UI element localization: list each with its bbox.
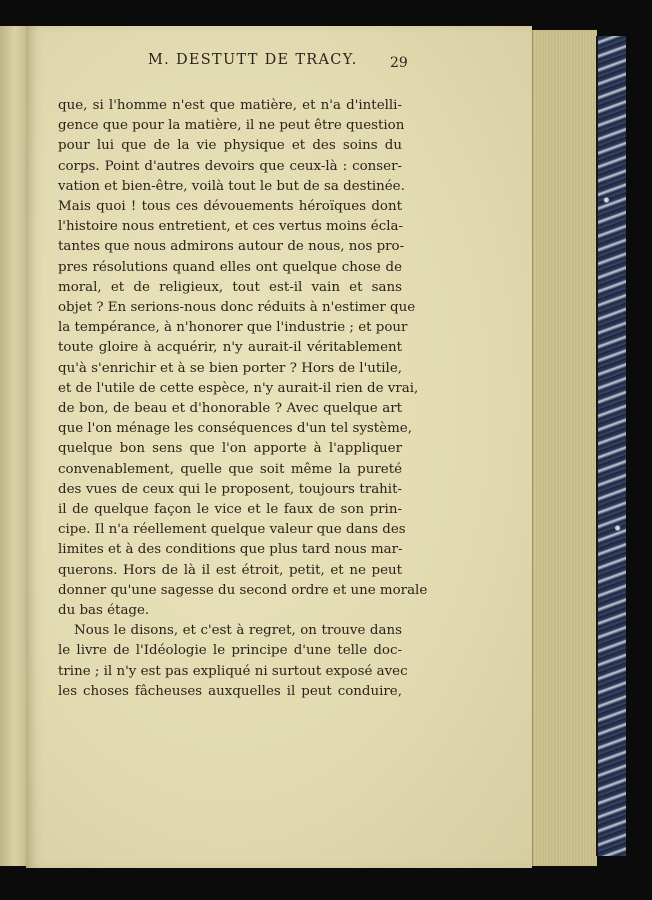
page-block-edges (532, 30, 597, 866)
text-line: vation et bien-être, voilà tout le but de sa destinée. (58, 178, 405, 194)
text-line: toute gloire à acquérir, n'y aurait-il véritablement (58, 340, 402, 356)
text-line: et de l'utile de cette espèce, n'y aurait-il rien de vrai, (58, 380, 419, 396)
text-line: de bon, de beau et d'honorable ? Avec quelque art (58, 401, 402, 417)
text-line: qu'à s'enrichir et à se bien porter ? Hors de l'utile, (58, 360, 402, 376)
text-line: convenablement, quelle que soit même la pureté (58, 461, 402, 477)
text-line: il de quelque façon le vice et le faux de son prin- (58, 502, 402, 518)
text-line: donner qu'une sagesse du second ordre et une morale (58, 582, 428, 598)
text-line: cipe. Il n'a réellement quelque valeur que dans des (58, 522, 406, 538)
text-line: les choses fâcheuses auxquelles il peut conduire, (58, 683, 402, 699)
text-line: trine ; il n'y est pas expliqué ni surtout exposé avec (58, 663, 408, 679)
text-line: objet ? En serions-nous donc réduits à n'estimer que (58, 300, 416, 316)
text-line: moral, et de religieux, tout est-il vain et sans (58, 279, 402, 295)
text-line: le livre de l'Idéologie le principe d'une telle doc- (58, 643, 402, 659)
text-line: tantes que nous admirons autour de nous, nos pro- (58, 239, 405, 255)
text-line: pour lui que de la vie physique et des soins du (58, 138, 402, 154)
text-line: que, si l'homme n'est que matière, et n'a d'intelli- (58, 98, 402, 113)
text-line: que l'on ménage les conséquences d'un tel système, (58, 421, 412, 437)
text-line: corps. Point d'autres devoirs que ceux-là : conser- (58, 158, 402, 174)
text-line: la tempérance, à n'honorer que l'industrie ; et pour (58, 320, 408, 336)
page-number: 29 (390, 55, 408, 71)
left-page-edge (0, 26, 27, 866)
text-line: des vues de ceux qui le proposent, toujours trahit- (58, 481, 402, 497)
body-text (58, 96, 428, 702)
running-title: M. DESTUTT DE TRACY. (148, 52, 358, 68)
text-line: Nous le disons, et c'est à regret, on trouve dans (74, 623, 402, 639)
text-line: querons. Hors de là il est étroit, petit, et ne peut (58, 562, 402, 578)
marbled-cover-board (596, 36, 626, 856)
text-line: du bas étage. (58, 603, 150, 619)
text-line: pres résolutions quand elles ont quelque chose de (58, 259, 402, 275)
text-line: Mais quoi ! tous ces dévouements héroïques dont (58, 199, 402, 215)
text-line: quelque bon sens que l'on apporte à l'appliquer (58, 441, 402, 457)
text-line: l'histoire nous entretient, et ces vertus moins écla- (58, 219, 403, 235)
text-line: gence que pour la matière, il ne peut être question (58, 118, 405, 134)
text-line: limites et à des conditions que plus tard nous mar- (58, 542, 403, 558)
